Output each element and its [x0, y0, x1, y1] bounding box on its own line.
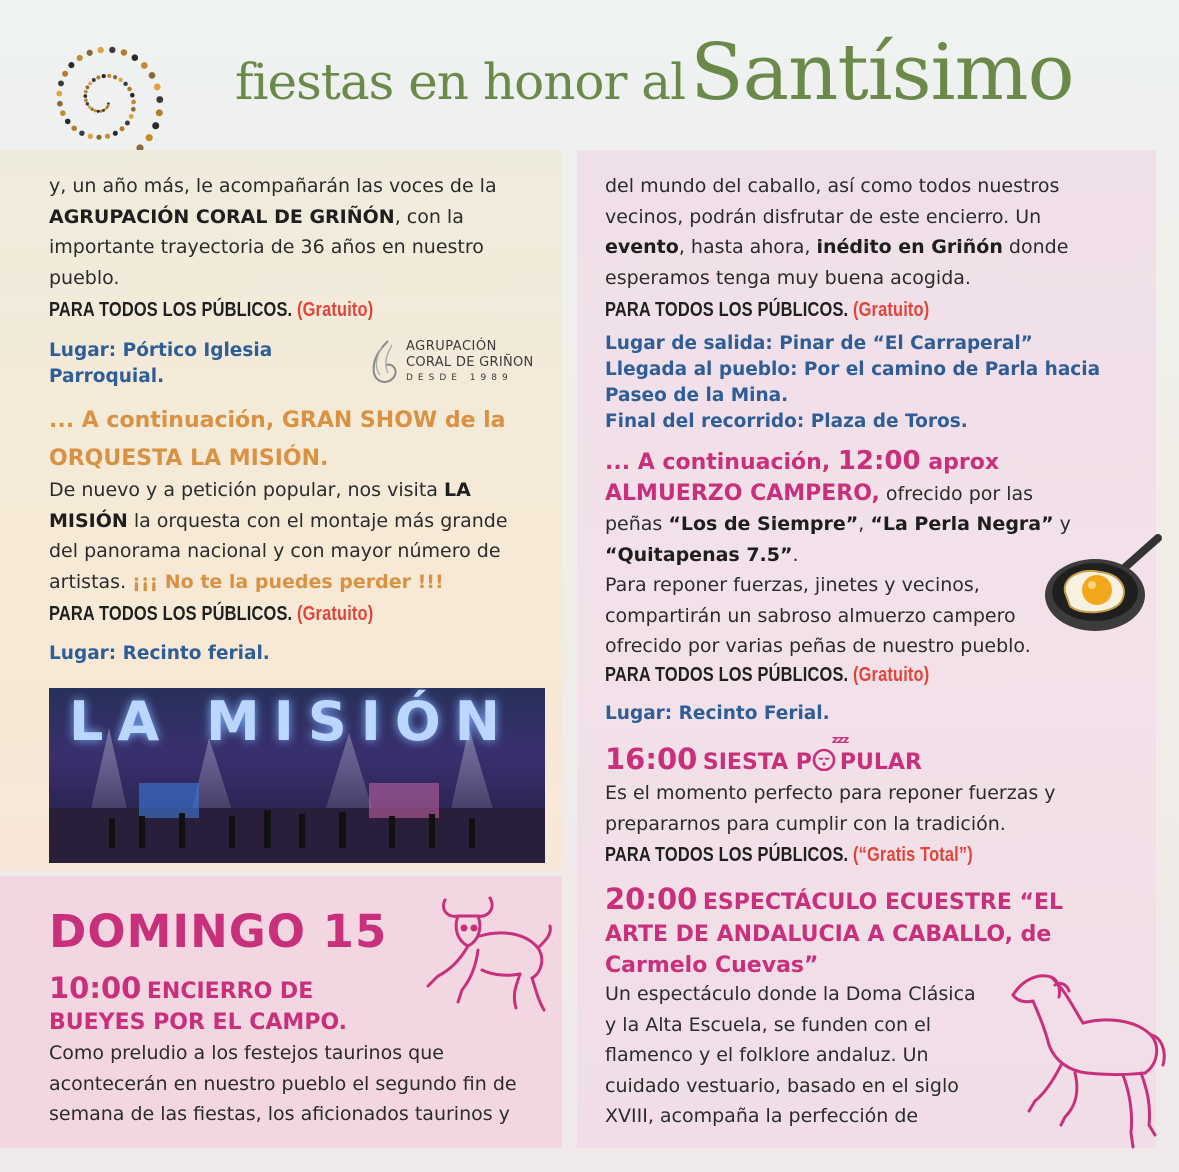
coral-paragraph: y, un año más, le acompañarán las voces de la AGRUPACIÓN CORAL DE GRIÑÓN, con la importante trayectoria de 36 años en nuestro pueblo. — [49, 175, 497, 289]
show-heading: ... A continuación, GRAN SHOW de la ORQUESTA LA MISIÓN. — [49, 408, 506, 471]
lugar-portico: Lugar: Pórtico Iglesia Parroquial. — [49, 340, 273, 387]
spiral-dot — [123, 82, 127, 86]
sleeping-face-icon: zzz — [812, 747, 840, 771]
title-small: fiestas en honor al — [235, 53, 686, 111]
spiral-dot — [86, 102, 89, 105]
spiral-dot — [131, 100, 136, 105]
siesta-heading: 16:00 SIESTA P zzz PULAR — [605, 733, 922, 776]
spiral-dot — [60, 110, 66, 116]
publicos-label-1: PARA TODOS LOS PÚBLICOS. (Gratuito) — [49, 299, 374, 321]
spiral-dot — [84, 94, 88, 98]
spiral-dot — [129, 114, 134, 119]
bull-icon — [420, 890, 555, 1020]
event-encierro-heading: 10:00 ENCIERRO DE BUEYES POR EL CAMPO. — [49, 971, 348, 1035]
spiral-dot — [125, 121, 130, 126]
spiral-dot — [121, 49, 128, 56]
spiral-dot — [109, 47, 115, 53]
spiral-dot — [119, 126, 124, 131]
spiral-dot — [105, 134, 110, 139]
spiral-dot — [156, 109, 163, 116]
domingo-heading: DOMINGO 15 — [49, 905, 388, 958]
spiral-dot — [65, 119, 71, 125]
spiral-dot — [156, 96, 163, 103]
spiral-dot — [107, 74, 111, 78]
encierro-continued-paragraph: del mundo del caballo, así como todos nuestros vecinos, podrán disfrutar de este encierro. Un evento, hasta ahora, inédito en Griñón donde esperamos tenga muy buena acogida. — [605, 175, 1069, 289]
spiral-dot — [88, 134, 93, 139]
spiral-dot — [88, 105, 91, 108]
spiral-dot — [96, 75, 100, 79]
spiral-dot — [113, 75, 117, 79]
spiral-dot — [57, 101, 63, 107]
spiral-dot — [96, 135, 101, 140]
spiral-dot — [98, 47, 104, 53]
title-big: Santísimo — [690, 28, 1074, 118]
spiral-dot — [149, 72, 156, 79]
page-title — [235, 28, 1074, 118]
spiral-dot — [102, 74, 106, 78]
lugar-recinto-ferial: Lugar: Recinto Ferial. — [605, 703, 830, 724]
spiral-dot — [62, 71, 68, 77]
spiral-dot — [86, 86, 90, 90]
almuerzo-block: ... A continuación, 12:00 aprox ALMUERZO CAMPERO, ofrecido por las peñas “Los de Siempre”, “La Perla Negra” y “Quitapenas 7.5”. Para reponer fuerzas, jinetes y vecinos, compartirán un sabroso almuerzo campero ofrecido por varias peñas de nuestro pueblo. — [605, 446, 1071, 657]
spiral-dot — [88, 81, 92, 85]
lugares-recorrido: Lugar de salida: Pinar de “El Carraperal” Llegada al pueblo: Por el camino de Parla hacia Paseo de la Mina. Final del recorrido: Plaza de Toros. — [605, 333, 1101, 432]
publicos-label-4: PARA TODOS LOS PÚBLICOS. (Gratuito) — [605, 664, 930, 686]
spiral-dot — [68, 62, 74, 68]
mision-paragraph: De nuevo y a petición popular, nos visita LA MISIÓN la orquesta con el montaje más grande del panorama nacional y con mayor número de artistas. ¡¡¡ No te la puedes perder !!! — [49, 479, 508, 593]
spiral-dot — [87, 50, 93, 56]
ecuestre-heading: 20:00 ESPECTÁCULO ECUESTRE “EL ARTE DE ANDALUCIA A CABALLO, de Carmelo Cuevas” — [605, 882, 1064, 978]
publicos-label-5: PARA TODOS LOS PÚBLICOS. (“Gratis Total”) — [605, 844, 973, 866]
spiral-dot — [77, 55, 83, 61]
spiral-dot — [146, 134, 153, 141]
spiral-dot — [127, 87, 132, 92]
spiral-dot — [97, 110, 100, 113]
spiral-dot — [71, 125, 77, 131]
spiral-dot — [131, 107, 136, 112]
publicos-label-2: PARA TODOS LOS PÚBLICOS. (Gratuito) — [49, 603, 374, 625]
spiral-dot — [113, 131, 118, 136]
lugar-recinto: Lugar: Recinto ferial. — [49, 643, 270, 664]
spiral-dot — [132, 54, 139, 61]
spiral-dot — [141, 62, 148, 69]
spiral-dot — [130, 93, 135, 98]
spiral-dot — [94, 109, 97, 112]
siesta-paragraph: Es el momento perfecto para reponer fuerzas y prepararnos para cumplir con la tradición. — [605, 782, 1056, 835]
spiral-dot — [92, 78, 96, 82]
spiral-dot — [99, 110, 102, 113]
spiral-dot — [154, 83, 161, 90]
photo-title: LA MISIÓN — [69, 690, 514, 753]
spiral-dot — [79, 130, 84, 135]
spiral-logo-icon — [38, 32, 168, 167]
music-note-icon — [368, 339, 402, 389]
frying-pan-egg-icon — [1040, 530, 1165, 635]
spiral-dot — [118, 78, 122, 82]
spiral-dot — [56, 91, 62, 97]
horse-icon — [1005, 965, 1170, 1155]
spiral-dot — [84, 98, 88, 102]
spiral-dot — [90, 108, 93, 111]
coral-logo: AGRUPACIÓN CORAL DE GRIÑON DESDE 1989 — [368, 337, 548, 392]
publicos-label-3: PARA TODOS LOS PÚBLICOS. (Gratuito) — [605, 299, 930, 321]
la-mision-photo — [49, 688, 545, 863]
spiral-dot — [84, 90, 88, 94]
encierro-paragraph: Como preludio a los festejos taurinos que acontecerán en nuestro pueblo el segundo fin de semana de las fiestas, los aficionados taurinos y — [49, 1042, 517, 1125]
ecuestre-paragraph: Un espectáculo donde la Doma Clásica y la Alta Escuela, se funden con el flamenco y el folklore andaluz. Un cuidado vestuario, basado en el siglo XVIII, acompaña la perfección de — [605, 983, 976, 1127]
spiral-dot — [58, 80, 64, 86]
spiral-dot — [152, 122, 159, 129]
